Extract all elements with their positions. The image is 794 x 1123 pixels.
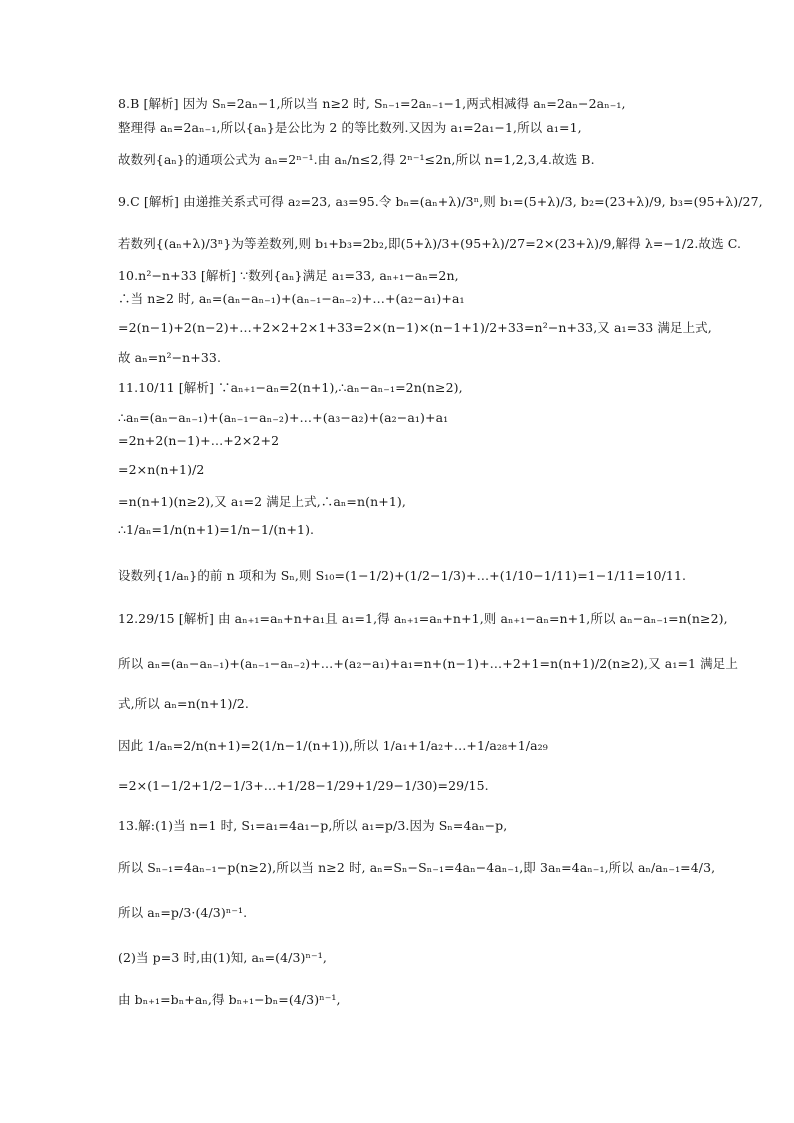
text-line: 整理得 aₙ=2aₙ₋₁,所以{aₙ}是公比为 2 的等比数列.又因为 a₁=2a₁−1,所以 a₁=1, (118, 120, 582, 135)
text-line: =2×n(n+1)/2 (118, 462, 205, 477)
text-line: =2n+2(n−1)+…+2×2+2 (118, 433, 280, 448)
text-line: 9.C [解析] 由递推关系式可得 a₂=23, a₃=95.令 bₙ=(aₙ+λ)/3ⁿ,则 b₁=(5+λ)/3, b₂=(23+λ)/9, b₃=(95+λ)/27, (118, 194, 763, 209)
text-line: 13.解:(1)当 n=1 时, S₁=a₁=4a₁−p,所以 a₁=p/3.因为 Sₙ=4aₙ−p, (118, 818, 508, 833)
text-line: 故 aₙ=n²−n+33. (118, 350, 222, 365)
text-line: =2(n−1)+2(n−2)+…+2×2+2×1+33=2×(n−1)×(n−1+1)/2+33=n²−n+33,又 a₁=33 满足上式, (118, 320, 712, 335)
text-line: 所以 Sₙ₋₁=4aₙ₋₁−p(n≥2),所以当 n≥2 时, aₙ=Sₙ−Sₙ₋₁=4aₙ−4aₙ₋₁,即 3aₙ=4aₙ₋₁,所以 aₙ/aₙ₋₁=4/3, (118, 860, 716, 875)
text-line: ∴aₙ=(aₙ−aₙ₋₁)+(aₙ₋₁−aₙ₋₂)+…+(a₃−a₂)+(a₂−a₁)+a₁ (118, 410, 449, 425)
text-line: 8.B [解析] 因为 Sₙ=2aₙ−1,所以当 n≥2 时, Sₙ₋₁=2aₙ₋₁−1,两式相减得 aₙ=2aₙ−2aₙ₋₁, (118, 96, 626, 111)
text-line: 所以 aₙ=p/3·(4/3)ⁿ⁻¹. (118, 905, 248, 920)
text-line: 所以 aₙ=(aₙ−aₙ₋₁)+(aₙ₋₁−aₙ₋₂)+…+(a₂−a₁)+a₁=n+(n−1)+…+2+1=n(n+1)/2(n≥2),又 a₁=1 满足上 (118, 656, 738, 671)
text-line: 12.29/15 [解析] 由 aₙ₊₁=aₙ+n+a₁且 a₁=1,得 aₙ₊₁=aₙ+n+1,则 aₙ₊₁−aₙ=n+1,所以 aₙ−aₙ₋₁=n(n≥2), (118, 611, 728, 626)
text-line: 若数列{(aₙ+λ)/3ⁿ}为等差数列,则 b₁+b₃=2b₂,即(5+λ)/3+(95+λ)/27=2×(23+λ)/9,解得 λ=−1/2.故选 C. (118, 236, 742, 251)
text-line: ∴当 n≥2 时, aₙ=(aₙ−aₙ₋₁)+(aₙ₋₁−aₙ₋₂)+…+(a₂−a₁)+a₁ (118, 291, 465, 306)
text-line: 设数列{1/aₙ}的前 n 项和为 Sₙ,则 S₁₀=(1−1/2)+(1/2−1/3)+…+(1/10−1/11)=1−1/11=10/11. (118, 568, 687, 583)
text-line: 10.n²−n+33 [解析] ∵数列{aₙ}满足 a₁=33, aₙ₊₁−aₙ=2n, (118, 268, 459, 283)
text-line: =2×(1−1/2+1/2−1/3+…+1/28−1/29+1/29−1/30)=29/15. (118, 778, 489, 793)
text-line: (2)当 p=3 时,由(1)知, aₙ=(4/3)ⁿ⁻¹, (118, 950, 327, 965)
text-line: =n(n+1)(n≥2),又 a₁=2 满足上式,∴aₙ=n(n+1), (118, 494, 406, 509)
text-line: 故数列{aₙ}的通项公式为 aₙ=2ⁿ⁻¹.由 aₙ/n≤2,得 2ⁿ⁻¹≤2n,所以 n=1,2,3,4.故选 B. (118, 152, 595, 167)
text-line: 因此 1/aₙ=2/n(n+1)=2(1/n−1/(n+1)),所以 1/a₁+1/a₂+…+1/a₂₈+1/a₂₉ (118, 738, 548, 753)
text-line: 11.10/11 [解析] ∵aₙ₊₁−aₙ=2(n+1),∴aₙ−aₙ₋₁=2n(n≥2), (118, 380, 463, 395)
text-line: 式,所以 aₙ=n(n+1)/2. (118, 696, 249, 711)
text-line: ∴1/aₙ=1/n(n+1)=1/n−1/(n+1). (118, 522, 315, 537)
text-line: 由 bₙ₊₁=bₙ+aₙ,得 bₙ₊₁−bₙ=(4/3)ⁿ⁻¹, (118, 992, 341, 1007)
